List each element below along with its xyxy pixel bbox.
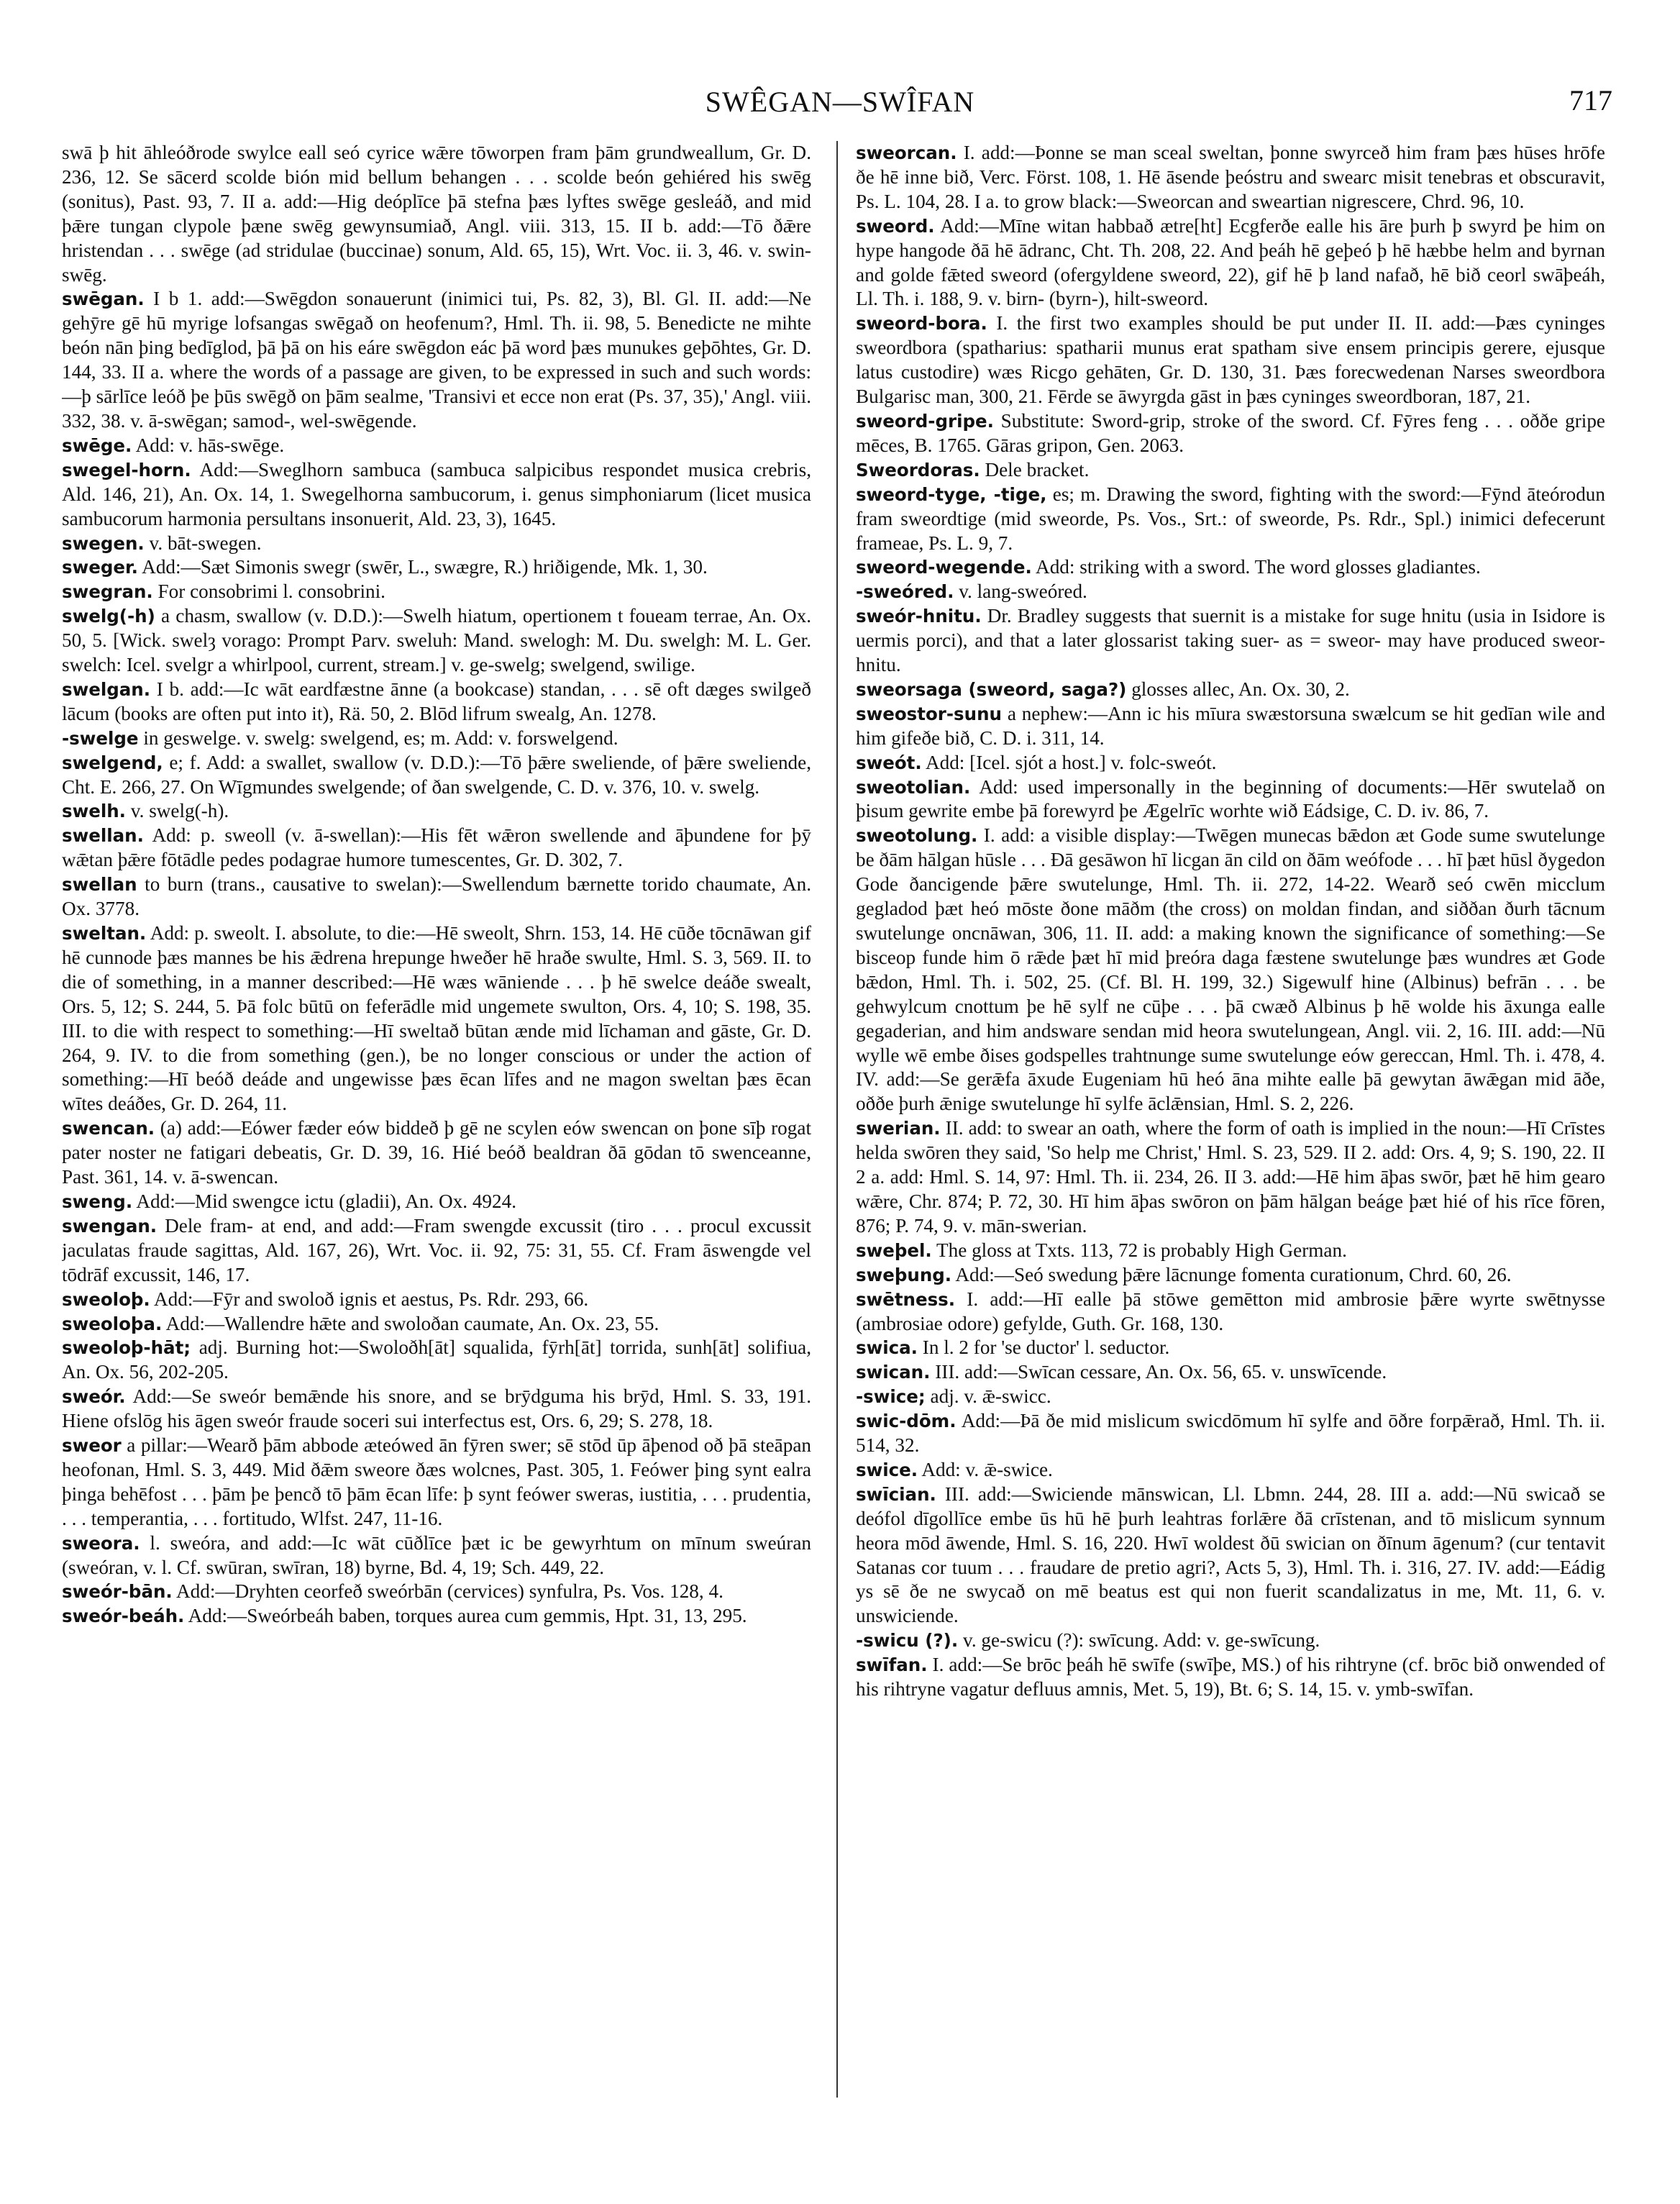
entry-text: Add: [Icel. sjót a host.] v. folc-sweót. <box>921 751 1217 773</box>
entry-headword: sweord. <box>856 215 935 237</box>
entry-text: e; f. Add: a swallet, swallow (v. D.D.):—Tō þǣre sweliende, of þǣre sweliende, Cht. E. 266, 27. On Wīgmundes swelgende; of ðan swelgende, C. D. v. 376, 10. v. swelg. <box>62 751 811 798</box>
entry-headword: swelgan. <box>62 678 151 700</box>
dictionary-entry <box>856 1458 1605 1483</box>
entry-text: Add: p. sweolt. I. absolute, to die:—Hē sweolt, Shrn. 153, 14. Hē cūðe tōcnāwan gif hē cunnode þæs mannes be his ǣdrena hrepunge hweðer hē hraðe swulte, Hml. S. 3, 569. II. to die of something, in a manner described:—Hē wæs wāniende . . . þ hē swelce deáðe swealt, Ors. 5, 12; S. 244, 5. Þā folc būtū on feferādle mid ungemete swulton, Ors. 4, 10; S. 198, 35. III. to die with respect to something:—Hī sweltað būtan ænde mid līchaman and gāste, Gr. D. 264, 9. IV. to die from something (gen.), be no longer conscious or under the action of something:—Hī beóð deáde and ungewisse þæs ēcan līfes and ne magon sweltan þæs ēcan wītes deáðes, Gr. D. 264, 11. <box>62 922 811 1115</box>
dictionary-entry <box>62 604 811 678</box>
entry-headword: swēgan. <box>62 288 145 310</box>
dictionary-entry <box>62 1604 811 1629</box>
dictionary-entry <box>62 1580 811 1604</box>
entry-headword: -swicu (?). <box>856 1630 959 1652</box>
dictionary-entry <box>62 727 811 751</box>
entry-headword: sweng. <box>62 1190 133 1212</box>
entry-headword: swican. <box>856 1362 931 1383</box>
dictionary-entry <box>62 824 811 873</box>
entry-text: a chasm, swallow (v. D.D.):—Swelh hiatum, opertionem t foueam terrae, An. Ox. 50, 5. [Wick. swelȝ vorago: Prompt Parv. sweluh: Mand. swelogh: M. Du. swelgh: M. L. Ger. swelch: Icel. svelgr a whirlpool, current, stream.] v. ge-swelg; swelgend, swilige. <box>62 605 811 676</box>
dictionary-entry <box>856 775 1605 824</box>
entry-headword: swellan. <box>62 825 144 847</box>
dictionary-entry <box>856 678 1605 702</box>
left-column <box>62 141 811 2169</box>
entry-text: I. add:—Hī ealle þā stōwe gemētton mid ambrosie þǣre wyrte swētnysse (ambrosiae odore) gefylde, Guth. Gr. 168, 130. <box>856 1288 1605 1334</box>
entry-headword: swelg(-h) <box>62 606 155 627</box>
entry-text: Dr. Bradley suggests that suernit is a mistake for suge hnitu (usia in Isidore is uermis porci), and that a later glossarist taking suer- as = sweor- may have produced sweor-hnitu. <box>856 605 1605 676</box>
entry-text: I. add: a visible display:—Twēgen munecas bǣdon æt Gode sume swutelunge be ðām hālgan hūsle . . . Ðā gesāwon hī licgan ān cild on ðām weófode . . . hī þæt hūsl ðygedon Gode ðancigende þǣre swutelunge, Hml. Th. ii. 272, 14-22. Wearð seó cwēn micclum gegladod þæt heó mōste ðone māðm (the cross) on moldan findan, and siððan ðurh tācnum swutelunge oncnāwan, 306, 11. II. add: a making known the significance of something:—Se bisceop funde him ō rǣde þæt hī mid þreóra daga fæstene swutelunge þæs wundres æt Gode bǣdon, Hml. Th. i. 502, 25. (Cf. Bl. H. 199, 32.) Sigewulf hine (Albinus) befrān . . . be gehwylcum cnottum þe hē sylf ne cūþe . . . þā cwæð Albinus þ hē wolde his āxunga ealle gegaderian, and him andsware sendan mid heora swutelungean, Angl. vii. 2, 16. III. add:—Nū wylle wē embe ðises godspelles trahtnunge sume swutelunge eów gereccan, Hml. Th. i. 478, 4. IV. add:—Se gerǣfa āxude Eugeniam hū heó āna mihte ealle þā gewytan āwǣgan mid āðe, oððe þurh ǣnige swutelunge hī sylfe āclǣnsian, Hml. S. 2, 226. <box>856 824 1605 1115</box>
entry-text: glosses allec, An. Ox. 30, 2. <box>1126 678 1350 700</box>
dictionary-entry <box>856 1263 1605 1288</box>
entry-headword: sweotolian. <box>856 776 971 798</box>
entry-text: The gloss at Txts. 113, 72 is probably High German. <box>931 1239 1347 1261</box>
entry-headword: sweorsaga (sweord, saga?) <box>856 678 1127 700</box>
entry-headword: sweoloþa. <box>62 1313 163 1334</box>
dictionary-entry <box>856 458 1605 483</box>
dictionary-entry <box>62 1531 811 1580</box>
entry-headword: swic-dōm. <box>856 1411 957 1432</box>
entry-text: Add:—Sæt Simonis swegr (swēr, L., swægre, R.) hriðigende, Mk. 1, 30. <box>137 556 708 578</box>
entry-text: swā þ hit āhleóðrode swylce eall seó cyrice wǣre tōworpen fram þām grundweallum, Gr. D. 236, 12. Se sācerd scolde bión mid bellum behangen . . . scolde beón gehiéred his swēg (sonitus), Past. 93, 7. II a. add:—Hig deóplīce þā stefna þæs lyftes swēge gesleáð, and mid þǣre tungan clypole þæne swēg gewynsumiað, Angl. viii. 313, 15. II b. add:—Tō ðǣre hristendan . . . swēge (ad stridulae (buccinae) sonum, Ald. 65, 15), Wrt. Voc. ii. 3, 46. v. swin-swēg. <box>62 142 811 286</box>
entry-headword: sweór. <box>62 1386 126 1408</box>
dictionary-entry <box>856 214 1605 312</box>
entry-headword: sweord-wegende. <box>856 557 1032 578</box>
entry-headword: sweor <box>62 1435 122 1457</box>
dictionary-entry <box>856 1385 1605 1409</box>
entry-text: Add:—Se sweór bemǣnde his snore, and se brȳdguma his brȳd, Hml. S. 33, 191. Hiene ofslōg his āgen sweór fraude soceri sui interfectus est, Ors. 6, 29; S. 278, 18. <box>62 1385 811 1432</box>
dictionary-entry <box>856 1483 1605 1629</box>
dictionary-entry <box>62 434 811 458</box>
page-number: 717 <box>1569 84 1612 117</box>
entry-text: Add:—Wallendre hǣte and swoloðan caumate, An. Ox. 23, 55. <box>162 1312 659 1334</box>
entry-headword: sweltan. <box>62 923 147 944</box>
entry-text: III. add:—Swiciende mānswican, Ll. Lbmn. 244, 28. III a. add:—Nū swicað se deófol dīgollīce embe ūs hū hē þurh leahtras forlǣre ðā crīstenan, and tō mislicum synnum heora mōd āwende, Hml. S. 16, 220. Hwī woldest ðū swician on ðīnum āgenum? (cur tentavit Satanas cor tuum . . . fraudare de pretio agri?, Acts 5, 3), Hml. Th. i. 316, 27. IV. add:—Eádig ys sē ðe ne swycað on mē beatus est qui non fuerit scandalizatus in me, Mt. 11, 6. v. unswiciende. <box>856 1483 1605 1627</box>
dictionary-entry <box>62 141 811 287</box>
page-title: SWÊGAN—SWÎFAN <box>705 86 975 118</box>
entry-headword: swengan. <box>62 1215 158 1237</box>
entry-text: v. ge-swicu (?): swīcung. Add: v. ge-swīcung. <box>958 1629 1320 1652</box>
dictionary-entry <box>856 1409 1605 1458</box>
entry-text: Dele bracket. <box>980 458 1090 481</box>
dictionary-entry <box>62 287 811 433</box>
entry-headword: swegen. <box>62 532 145 554</box>
dictionary-entry <box>856 311 1605 409</box>
dictionary-entry <box>856 1629 1605 1653</box>
dictionary-entry <box>62 1385 811 1434</box>
dictionary-entry <box>62 1288 811 1312</box>
entry-headword: sweót. <box>856 752 922 773</box>
entry-headword: swētness. <box>856 1288 956 1310</box>
entry-text: II. add: to swear an oath, where the form of oath is implied in the noun:—Hī Crīstes helda swōren they said, 'So help me Christ,' Hml. S. 23, 529. II 2. add: Ors. 4, 9; S. 190, 22. II 2 a. add: Hml. S. 14, 97: Hml. Th. ii. 234, 26. II 3. add:—Hē him āþas swōr, þæt hē him gearo wǣre, Chr. 874; P. 72, 30. Hī him āþas swōron on þām hālgan beáge þæt hié of his rīce fōren, 876; P. 74, 9. v. mān-swerian. <box>856 1117 1605 1237</box>
entry-headword: -swelge <box>62 727 139 749</box>
dictionary-entry <box>856 580 1605 604</box>
entry-headword: sweoloþ. <box>62 1288 150 1310</box>
entry-text: a pillar:—Wearð þām abbode æteówed ān fȳren swer; sē stōd ūp āþenod oð þā steāpan heofonan, Hml. S. 3, 449. Mid ðǣm sweore ðæs wolcnes, Past. 305, 1. Feówer þing synt ealra þinga behēfost . . . þām þe þencð tō þām ēcan līfe: þ synt feówer sweras, iustitia, . . . prudentia, . . . temperantia, . . . fortitudo, Wlfst. 247, 11-16. <box>62 1434 811 1529</box>
dictionary-entry <box>62 458 811 532</box>
dictionary-entry <box>856 702 1605 751</box>
entry-text: Add: striking with a sword. The word glosses gladiantes. <box>1031 556 1481 578</box>
entry-text: Add: p. sweoll (v. ā-swellan):—His fēt wǣron swellende and āþundene for þȳ wǣtan þǣre fōtādle pedes podagrae humore tumescentes, Gr. D. 302, 7. <box>62 824 811 871</box>
entry-text: Add: v. ǣ-swice. <box>918 1458 1053 1480</box>
entry-headword: swīcian. <box>856 1483 936 1505</box>
entry-headword: swēge. <box>62 434 132 456</box>
entry-headword: sweoloþ-hāt; <box>62 1337 191 1359</box>
entry-headword: -swice; <box>856 1386 926 1408</box>
entry-headword: sweord-gripe. <box>856 410 994 432</box>
dictionary-entry <box>856 751 1605 775</box>
entry-headword: sweord-tyge, -tige, <box>856 483 1047 505</box>
entry-text: Add: used impersonally in the beginning of documents:—Hēr swutelað on þisum gewrite embe þā forewyrd þe Ægelrīc worhte wið Eádsige, C. D. iv. 86, 7. <box>856 775 1605 822</box>
entry-text: v. swelg(-h). <box>125 800 229 822</box>
dictionary-entry <box>62 1434 811 1531</box>
entry-headword: sweorcan. <box>856 142 957 163</box>
entry-headword: sweger. <box>62 557 138 578</box>
entry-text: In l. 2 for 'se ductor' l. seductor. <box>917 1336 1170 1359</box>
entry-headword: sweord-bora. <box>856 313 987 334</box>
dictionary-entry <box>62 1214 811 1288</box>
dictionary-entry <box>856 1336 1605 1360</box>
entry-text: I. add:—Þonne se man sceal sweltan, þonne swyrceð him fram þæs hūses hrōfe ðe hē inne bið, Verc. Först. 108, 1. Hē āsende þeóstru and swearc misit tenebras et obscuravit, Ps. L. 104, 28. I a. to grow black:—Sweorcan and sweartian nigrescere, Chrd. 96, 10. <box>856 142 1605 212</box>
entry-text: v. bāt-swegen. <box>144 532 262 554</box>
entry-headword: swelgend, <box>62 752 163 773</box>
dictionary-entry <box>62 873 811 921</box>
entry-headword: swelh. <box>62 801 126 822</box>
entry-text: I b. add:—Ic wāt eardfæstne ānne (a bookcase) standan, . . . sē oft dæges swilgeð lācum (books are often put into it), Rä. 50, 2. Blōd lifrum swealg, An. 1278. <box>62 678 811 724</box>
dictionary-entry <box>856 1239 1605 1263</box>
entry-headword: sweór-hnitu. <box>856 606 982 627</box>
entry-headword: swice. <box>856 1459 918 1480</box>
dictionary-entry <box>856 409 1605 458</box>
dictionary-entry <box>62 921 811 1116</box>
entry-text: v. lang-sweóred. <box>954 580 1087 603</box>
entry-headword: sweotolung. <box>856 825 978 847</box>
entry-text: Add:—Dryhten ceorfeð sweórbān (cervices) synfulra, Ps. Vos. 128, 4. <box>172 1580 723 1603</box>
entry-text: adj. Burning hot:—Swoloðh[āt] squalida, fȳrh[āt] torrida, sunh[āt] solifiua, An. Ox. 56, 202-205. <box>62 1336 811 1383</box>
dictionary-entry <box>62 555 811 580</box>
dictionary-entry <box>62 532 811 556</box>
dictionary-entry <box>856 1288 1605 1336</box>
dictionary-entry <box>62 751 811 800</box>
entry-text: in geswelge. v. swelg: swelgend, es; m. Add: v. forswelgend. <box>138 727 618 749</box>
entry-text: a nephew:—Ann ic his mīura swæstorsuna swælcum se hit gedīan wile and him gifeðe bið, C. D. i. 311, 14. <box>856 702 1605 749</box>
page-header <box>0 0 1680 144</box>
entry-headword: sweostor-sunu <box>856 703 1002 724</box>
entry-text: (a) add:—Eówer fæder eów biddeð þ gē ne scylen eów swencan on þone sīþ rogat pater noster ne fatigari debeatis, Gr. D. 39, 16. Hié beóð bealdran ðā gōdan tō swenceanne, Past. 361, 14. v. ā-swencan. <box>62 1117 811 1188</box>
entry-text: es; m. Drawing the sword, fighting with the sword:—Fȳnd āteórodun fram sweordtige (mid sweorde, Ps. Vos., Srt.: of sweorde, Ps. Rdr., Spl.) inimici defecerunt frameae, Ps. L. 9, 7. <box>856 483 1605 554</box>
entry-headword: swegran. <box>62 581 153 603</box>
entry-text: Add:—Þā ðe mid mislicum swicdōmum hī sylfe and ōðre forpǣrað, Hml. Th. ii. 514, 32. <box>856 1410 1605 1457</box>
entry-text: I. the first two examples should be put under II. II. add:—Þæs cyninges sweordbora (spatharius: spatharii munus erat spatham sive ensem principis gerere, ejusque latus custodire) wæs Ricgo gehāten, Gr. D. 130, 31. Þæs forecwedenan Narses sweordbora Bulgarisc man, 300, 21. Fērde se āwyrgda gāst in þæs cyninges sweordboran, 187, 21. <box>856 312 1605 408</box>
dictionary-entry <box>62 678 811 727</box>
entry-text: Dele fram- at end, and add:—Fram swengde excussit (tiro . . . procul excussit jaculatas fraude sagittas, Ald. 167, 26), Wrt. Voc. ii. 92, 75: 31, 55. Cf. Fram āswengde vel tōdrāf excussit, 146, 17. <box>62 1214 811 1285</box>
entry-text: Substitute: Sword-grip, stroke of the sword. Cf. Fȳres feng . . . oððe gripe mēces, B. 1765. Gāras gripon, Gen. 2063. <box>856 409 1605 456</box>
entry-text: Add:—Sweórbeáh baben, torques aurea cum gemmis, Hpt. 31, 13, 295. <box>184 1605 747 1627</box>
entry-headword: swica. <box>856 1337 918 1359</box>
entry-headword: Sweordoras. <box>856 459 980 481</box>
entry-headword: sweora. <box>62 1532 140 1554</box>
dictionary-entry <box>856 1653 1605 1702</box>
entry-text: Add:—Seó swedung þǣre lācnunge fomenta curationum, Chrd. 60, 26. <box>951 1263 1512 1285</box>
entry-text: to burn (trans., causative to swelan):—Swellendum bærnette torido chaumate, An. Ox. 3778. <box>62 873 811 920</box>
entry-headword: swencan. <box>62 1118 155 1139</box>
dictionary-entry <box>856 1116 1605 1239</box>
entry-headword: sweþung. <box>856 1264 952 1285</box>
entry-headword: sweór-bān. <box>62 1581 173 1603</box>
dictionary-entry <box>62 1312 811 1336</box>
entry-text: I. add:—Se brōc þeáh hē swīfe (swīþe, MS.) of his rihtryne (cf. brōc bið onwended of his rihtryne vagatur defluus amnis, Met. 5, 19), Bt. 6; S. 14, 15. v. ymb-swīfan. <box>856 1654 1605 1700</box>
dictionary-entry <box>856 604 1605 678</box>
right-column <box>856 141 1605 2169</box>
entry-text: Add:—Fȳr and swoloð ignis et aestus, Ps. Rdr. 293, 66. <box>150 1288 589 1310</box>
dictionary-entry <box>62 1336 811 1385</box>
entry-text: Add: v. hās-swēge. <box>132 434 285 456</box>
entry-text: I b 1. add:—Swēgdon sonauerunt (inimici tui, Ps. 82, 3), Bl. Gl. II. add:—Ne gehȳre gē hū myrige lofsangas swēgað on heofenum?, Hml. Th. ii. 98, 5. Benedicte ne mihte beón nān þing bedīglod, þā þā on his eáre swēgdon eác þā word þæs munukes geþōhtes, Gr. D. 144, 33. II a. where the words of a passage are given, to be expressed in such and such words:—þ sārlīce leóð þe þūs swēgð on þām sealme, 'Transivi et ecce non erat (Ps. 37, 35),' Angl. viii. 332, 38. v. ā-swēgan; samod-, wel-swēgende. <box>62 288 811 432</box>
entry-text: Add:—Mid swengce ictu (gladii), An. Ox. 4924. <box>132 1190 516 1212</box>
dictionary-entry <box>856 483 1605 556</box>
dictionary-entry <box>856 1360 1605 1385</box>
entry-text: adj. v. ǣ-swicc. <box>925 1385 1051 1408</box>
dictionary-entry <box>62 580 811 604</box>
entry-text: l. sweóra, and add:—Ic wāt cūðlīce þæt ic be gewyrhtum on mīnum sweúran (sweóran, v. l. Cf. swūran, swīran, 18) byrne, Bd. 4, 19; Sch. 449, 22. <box>62 1531 811 1578</box>
entry-headword: sweþel. <box>856 1239 932 1261</box>
entry-headword: swellan <box>62 874 137 896</box>
entry-headword: sweór-beáh. <box>62 1606 185 1627</box>
entry-headword: swegel-horn. <box>62 459 191 481</box>
dictionary-entry <box>856 141 1605 214</box>
entry-headword: -sweóred. <box>856 581 954 603</box>
entry-headword: swerian. <box>856 1118 941 1139</box>
dictionary-entry <box>62 799 811 824</box>
dictionary-entry <box>62 1190 811 1214</box>
entry-text: Add:—Mīne witan habbað ætre[ht] Ecgferðe ealle his āre þurh þ swyrd þe him on hype hangode ðā hē ādranc, Cht. Th. 208, 22. And þeáh hē geþeó þ hē hæbbe helm and byrnan and golde fǣted sweord (ofergyldene sweord, 22), gif hē þ land nafað, hē bið ceorl swāþeáh, Ll. Th. i. 188, 9. v. birn- (byrn-), hilt-sweord. <box>856 214 1605 310</box>
entry-text: For consobrimi l. consobrini. <box>152 580 385 603</box>
entry-text: III. add:—Swīcan cessare, An. Ox. 56, 65. v. unswīcende. <box>930 1361 1387 1383</box>
column-divider <box>836 141 838 2098</box>
entry-text: Add:—Sweglhorn sambuca (sambuca salpicibus respondet musica crebris, Ald. 146, 21), An. Ox. 14, 1. Swegelhorna sambucorum, i. genus simphoniarum (licet musica sambucorum harmonia persultans insonuerit, Ald. 23, 3), 1645. <box>62 458 811 529</box>
entry-headword: swīfan. <box>856 1654 928 1676</box>
dictionary-entry <box>62 1116 811 1190</box>
dictionary-entry <box>856 555 1605 580</box>
dictionary-entry <box>856 824 1605 1116</box>
